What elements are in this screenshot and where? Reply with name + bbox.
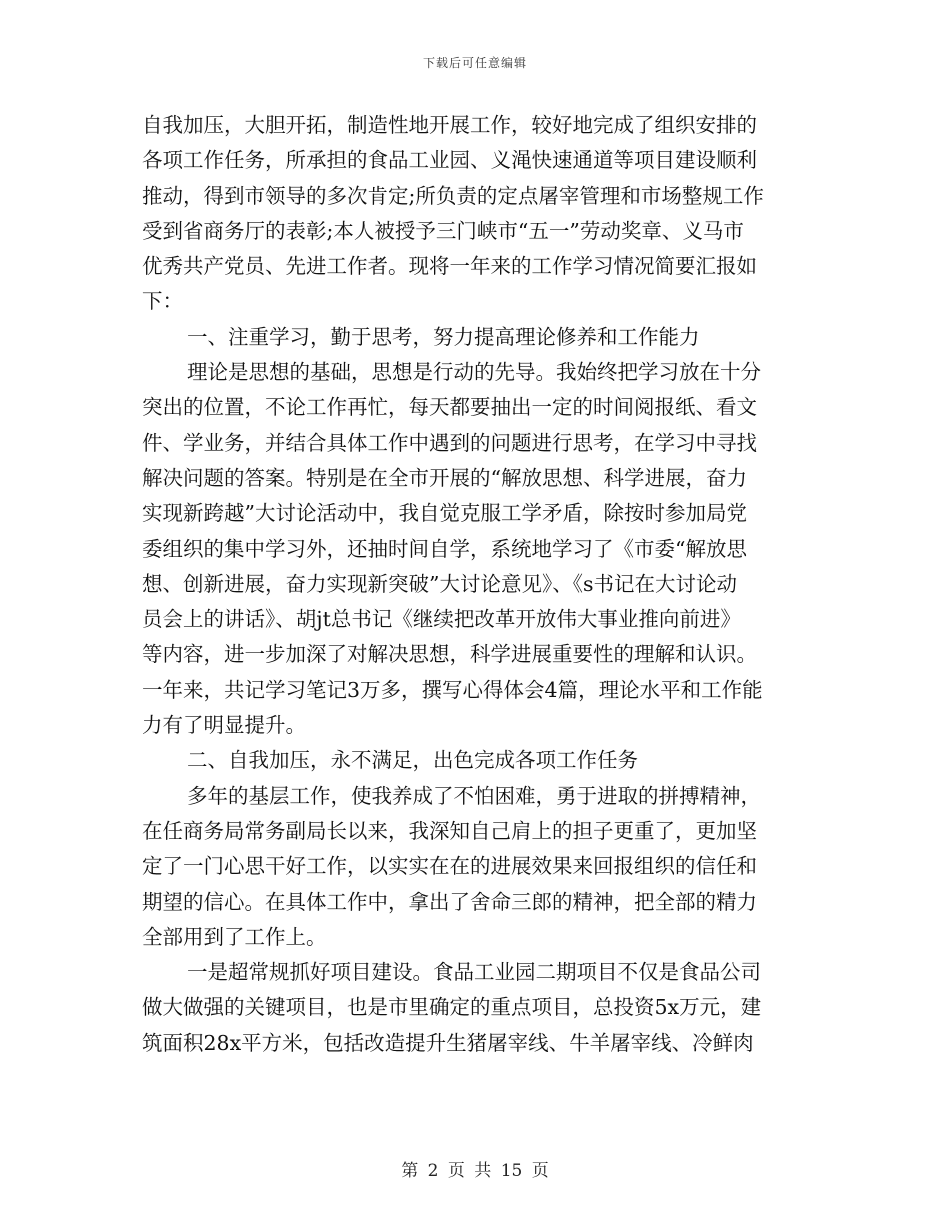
text-line: 二、自我加压，永不满足，出色完成各项工作任务 (187, 748, 638, 773)
document-body (142, 108, 812, 1061)
text-line: 在任商务局常务副局长以来，我深知自己肩上的担子更重了，更加坚 (142, 818, 757, 843)
text-line: 一、注重学习，勤于思考，努力提高理论修养和工作能力 (187, 324, 700, 349)
text-line: 自我加压，大胆开拓，制造性地开展工作，较好地完成了组织安排的 (142, 113, 757, 137)
text-line: 件、学业务，并结合具体工作中遇到的问题进行思考，在学习中寻找 (142, 430, 757, 455)
text-line: 一年来，共记学习笔记3万多，撰写心得体会4篇，理论水平和工作能 (142, 677, 763, 702)
text-line: 一是超常规抓好项目建设。食品工业园二期项目不仅是食品公司 (187, 960, 761, 985)
text-line: 筑面积28x平方米，包括改造提升生猪屠宰线、牛羊屠宰线、冷鲜肉 (142, 1030, 754, 1055)
text-line: 推动，得到市领导的多次肯定;所负责的定点屠宰管理和市场整规工作 (142, 183, 764, 208)
text-line: 力有了明显提升。 (142, 713, 306, 738)
text-line: 全部用到了工作上。 (142, 924, 327, 949)
text-line: 期望的信心。在具体工作中，拿出了舍命三郎的精神，把全部的精力 (142, 889, 757, 914)
text-line: 多年的基层工作，使我养成了不怕困难，勇于进取的拼搏精神， (187, 783, 761, 808)
text-line: 员会上的讲话》、胡jt总书记《继续把改革开放伟大事业推向前进》 (142, 607, 741, 632)
text-line: 做大做强的关键项目，也是市里确定的重点项目，总投资5x万元，建 (142, 995, 762, 1020)
text-line: 各项工作任务，所承担的食品工业园、义渑快速通道等项目建设顺利 (142, 148, 757, 173)
page-header-note: 下载后可任意编辑 (422, 56, 527, 70)
text-line: 受到省商务厅的表彰;本人被授予三门峡市“五一”劳动奖章、义马市 (142, 218, 744, 243)
text-line: 委组织的集中学习外，还抽时间自学，系统地学习了《市委“解放思 (142, 536, 747, 561)
text-line: 定了一门心思干好工作，以实实在在的进展效果来回报组织的信任和 (142, 854, 757, 879)
text-line: 等内容，进一步加深了对解决思想，科学进展重要性的理解和认识。 (142, 642, 757, 667)
page-footer: 第 2 页 共 15 页 (401, 1161, 549, 1181)
text-line: 解决问题的答案。特别是在全市开展的“解放思想、科学进展，奋力 (142, 465, 747, 490)
text-line: 优秀共产党员、先进工作者。现将一年来的工作学习情况简要汇报如 (142, 254, 757, 279)
text-line: 实现新跨越”大讨论活动中，我自觉克服工学矛盾，除按时参加局党 (142, 501, 747, 526)
text-line: 下： (142, 289, 183, 314)
text-line: 突出的位置，不论工作再忙，每天都要抽出一定的时间阅报纸、看文 (142, 395, 757, 420)
text-line: 理论是思想的基础，思想是行动的先导。我始终把学习放在十分 (187, 360, 761, 385)
text-line: 想、创新进展，奋力实现新突破”大讨论意见》、《s书记在大讨论动 (142, 571, 737, 596)
